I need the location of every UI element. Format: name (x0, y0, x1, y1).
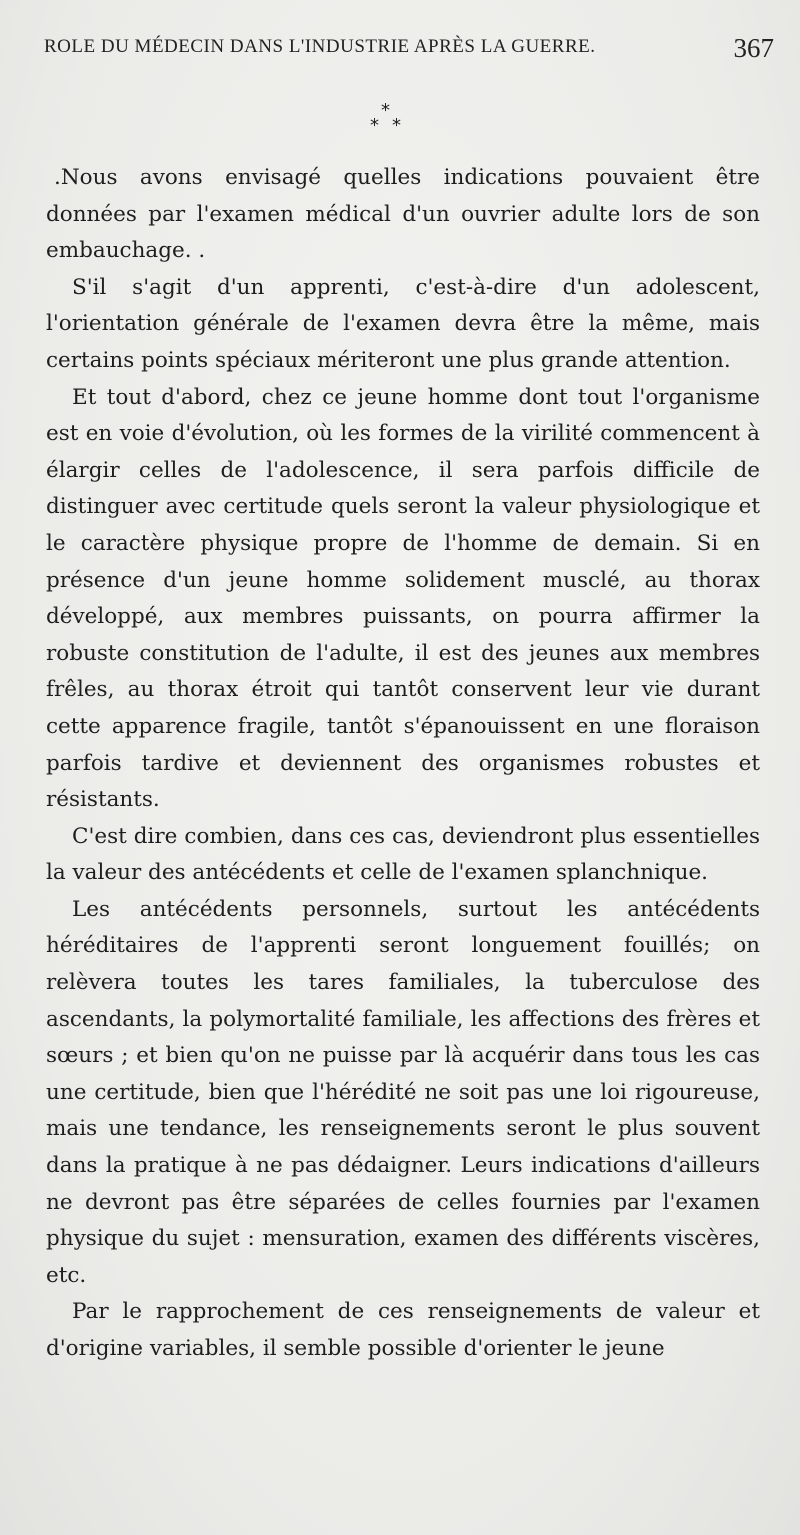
page-header (44, 33, 774, 76)
paragraph-1: .Nous avons envisagé quelles indications pouvaient être données par l'examen médical d'un ouvrier adulte lors de son embauchage. . (46, 165, 760, 264)
asterism-star-top: * (381, 100, 390, 121)
asterism-star-left: * (370, 115, 379, 136)
paragraph-5: Les antécédents personnels, surtout les antécédents héréditaires de l'apprenti seront longuement fouillés; on relèvera toutes les tares familiales, la tuberculose des ascendants, la polymortalité familiale, les affections des frères et sœurs ; et bien qu'on ne puisse par là acquérir dans tous les cas une certitude, bien que l'hérédité ne soit pas une loi rigoureuse, mais une tendance, les renseignements seront le plus souvent dans la pratique à ne pas dédaigner. Leurs indications d'ailleurs ne devront pas être séparées de celles fournies par l'examen physique du sujet : mensuration, examen des différents viscères, etc. (46, 896, 760, 1288)
page-number: 367 (733, 33, 774, 63)
asterism-star-right: * (392, 115, 401, 136)
body-text (46, 160, 760, 1368)
paragraph-3: Et tout d'abord, chez ce jeune homme dont tout l'organisme est en voie d'évolution, où les formes de la virilité commencent à élargir celles de l'adolescence, il sera parfois difficile de distinguer avec certitude quels seront la valeur physiologique et le caractère physique propre de l'homme de demain. Si en présence d'un jeune homme solidement musclé, au thorax développé, aux membres puissants, on pourra affirmer la robuste constitution de l'adulte, il est des jeunes aux membres frêles, au thorax étroit qui tantôt conservent leur vie durant cette apparence fragile, tantôt s'épanouissent en une floraison parfois tardive et deviennent des organismes robustes et résistants. (46, 384, 760, 813)
paragraph-6: Par le rapprochement de ces renseignements de valeur et d'origine variables, il semble possible d'orienter le jeune (46, 1299, 760, 1361)
paragraph-4: C'est dire combien, dans ces cas, deviendront plus essentielles la valeur des antécédents et celle de l'examen splanchnique. (46, 823, 760, 886)
asterism-separator (360, 100, 420, 150)
paragraph-2: S'il s'agit d'un apprenti, c'est-à-dire d'un adolescent, l'orientation générale de l'examen devra être la même, mais certains points spéciaux mériteront une plus grande attention. (46, 274, 760, 373)
running-head: ROLE DU MÉDECIN DANS L'INDUSTRIE APRÈS LA GUERRE. (44, 36, 596, 57)
